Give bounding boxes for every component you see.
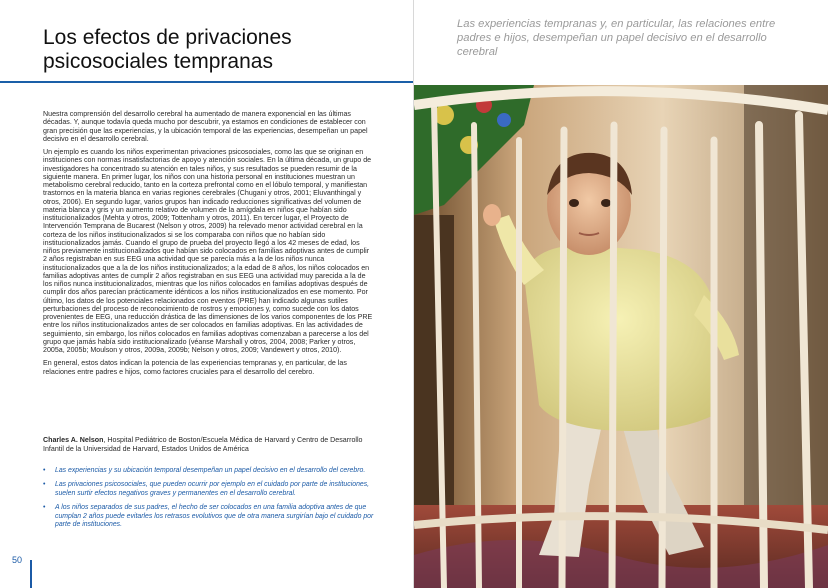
title-line-1: Los efectos de privaciones — [43, 26, 292, 49]
key-point — [43, 504, 375, 529]
key-points-list — [43, 467, 375, 535]
page-number: 50 — [12, 555, 23, 565]
key-point — [43, 467, 375, 475]
page-marker — [30, 560, 32, 588]
author-affiliation: , Hospital Pediátrico de Boston/Escuela Médica de Harvard y Centro de Desarrollo Infantil de la Universidad de Harvard, Estados Unidos de América — [43, 436, 363, 453]
child-shirt — [524, 245, 714, 431]
bullet-icon: • — [43, 481, 46, 489]
key-point — [43, 481, 375, 498]
child-in-crib-photo — [414, 85, 828, 588]
author-credit — [43, 436, 375, 453]
paragraph-3: En general, estos datos indican la potencia de las experiencias tempranas y, en particular, de las relaciones entre padres e hijos, como factores cruciales para el desarrollo del cerebro. — [43, 359, 347, 376]
title-line-2: psicosociales tempranas — [43, 50, 273, 73]
title-rule — [0, 81, 414, 83]
right-page — [414, 0, 828, 588]
page-title — [43, 26, 383, 74]
paragraph-2: Un ejemplo es cuando los niños experimentan privaciones psicosociales, como las que se originan en instituciones con normas insatisfactorias de apoyo y atención sociales. En la última década, un grupo de investigadores ha concentrado su atención en tales niños, y sus resultados se pueden resumir de la siguiente manera. En primer lugar, los niños con una historia personal en instituciones muestran un metabolismo cerebral reducido, tanto en la corteza prefrontal como en el lóbulo temporal, y manifiestan trastornos en la materia blanca en varias regiones cerebrales (Chugani y otros, 2001; Eluvanthingal y otros, 2006). En segundo lugar, varios grupos han indicado reducciones significativas del volumen de materia blanca y gris y un aumento relativo de volumen de la amígdala en niños que habían sido institucionalizados (Mehta y otros, 2009; Tottenham y otros, 2011). En tercer lugar, el Proyecto de Intervención Temprana de Bucarest (Nelson y otros, 2009) ha relevado menor actividad cerebral en la corteza de los niños institucionalizados si se los comparaba con niños que no habían sido institucionalizados jamás. Cuando el grupo de prueba del proyecto llegó a los 42 meses de edad, los niños previamente institucionalizados que habían sido colocados en familias adoptivas antes de cumplir 2 años registraban en sus EEG una actividad que se parecía más a la de los niños nunca institucionalizados que a la de los niños institucionalizados; a la edad de 8 años, los niños colocados en familias adoptivas antes de cumplir 2 años registraban en sus EEG una actividad muy parecida a la de los niños nunca institucionalizados, mientras que los niños colocados en familias adoptivas después de cumplir dos años parecían prácticamente idénticos a los niños institucionalizados en ese momento. Por último, los datos de los potenciales relacionados con eventos (PRE) han indicado algunas sutiles perturbaciones del proceso de reconocimiento de rostros y emociones y, como sucede con los datos provenientes de EEG, una reducción drástica de las dimensiones de los varios componentes de los PRE entre los niños institucionalizados antes de ser colocados en familias adoptivas. En las actividades de seguimiento, sin embargo, los niños colocados en familias adoptivas comenzaban a parecerse a los del grupo que jamás había sido institucionalizado (véanse Marshall y otros, 2004, 2008; Parker y otros, 2005a, 2005b; Moulson y otros, 2009a, 2009b; Nelson y otros, 2009; Vandewert y otros, 2010). — [43, 148, 373, 354]
article-body — [43, 110, 375, 381]
key-point-text: Las privaciones psicosociales, que pueden ocurrir por ejemplo en el cuidado por parte de instituciones, suelen surtir efectos negativos graves y permanentes en el desarrollo cerebral. — [55, 481, 370, 497]
key-point-text: A los niños separados de sus padres, el hecho de ser colocados en una familia adoptiva antes de que cumplan 2 años puede evitarles los retrasos evolutivos que de otra manera surgirían bajo el cuidado por parte de instituciones. — [55, 504, 374, 529]
bullet-icon: • — [43, 467, 46, 474]
key-point-text: Las experiencias y su ubicación temporal desempeñan un papel decisivo en el desarrollo del cerebro. — [55, 467, 366, 474]
bullet-icon: • — [43, 504, 46, 512]
pull-quote: Las experiencias tempranas y, en particular, las relaciones entre padres e hijos, desempeñan un papel decisivo en el desarrollo cerebral — [457, 18, 776, 59]
author-name: Charles A. Nelson — [43, 436, 104, 444]
paragraph-1: Nuestra comprensión del desarrollo cerebral ha aumentado de manera exponencial en las últimas décadas. Y, aunque todavía queda mucho por descubrir, ya estamos en condiciones de establecer con gran precisión que las experiencias, y la ubicación temporal de las experiencias, desempeñan un papel decisivo en el desarrollo cerebral. — [43, 110, 368, 143]
